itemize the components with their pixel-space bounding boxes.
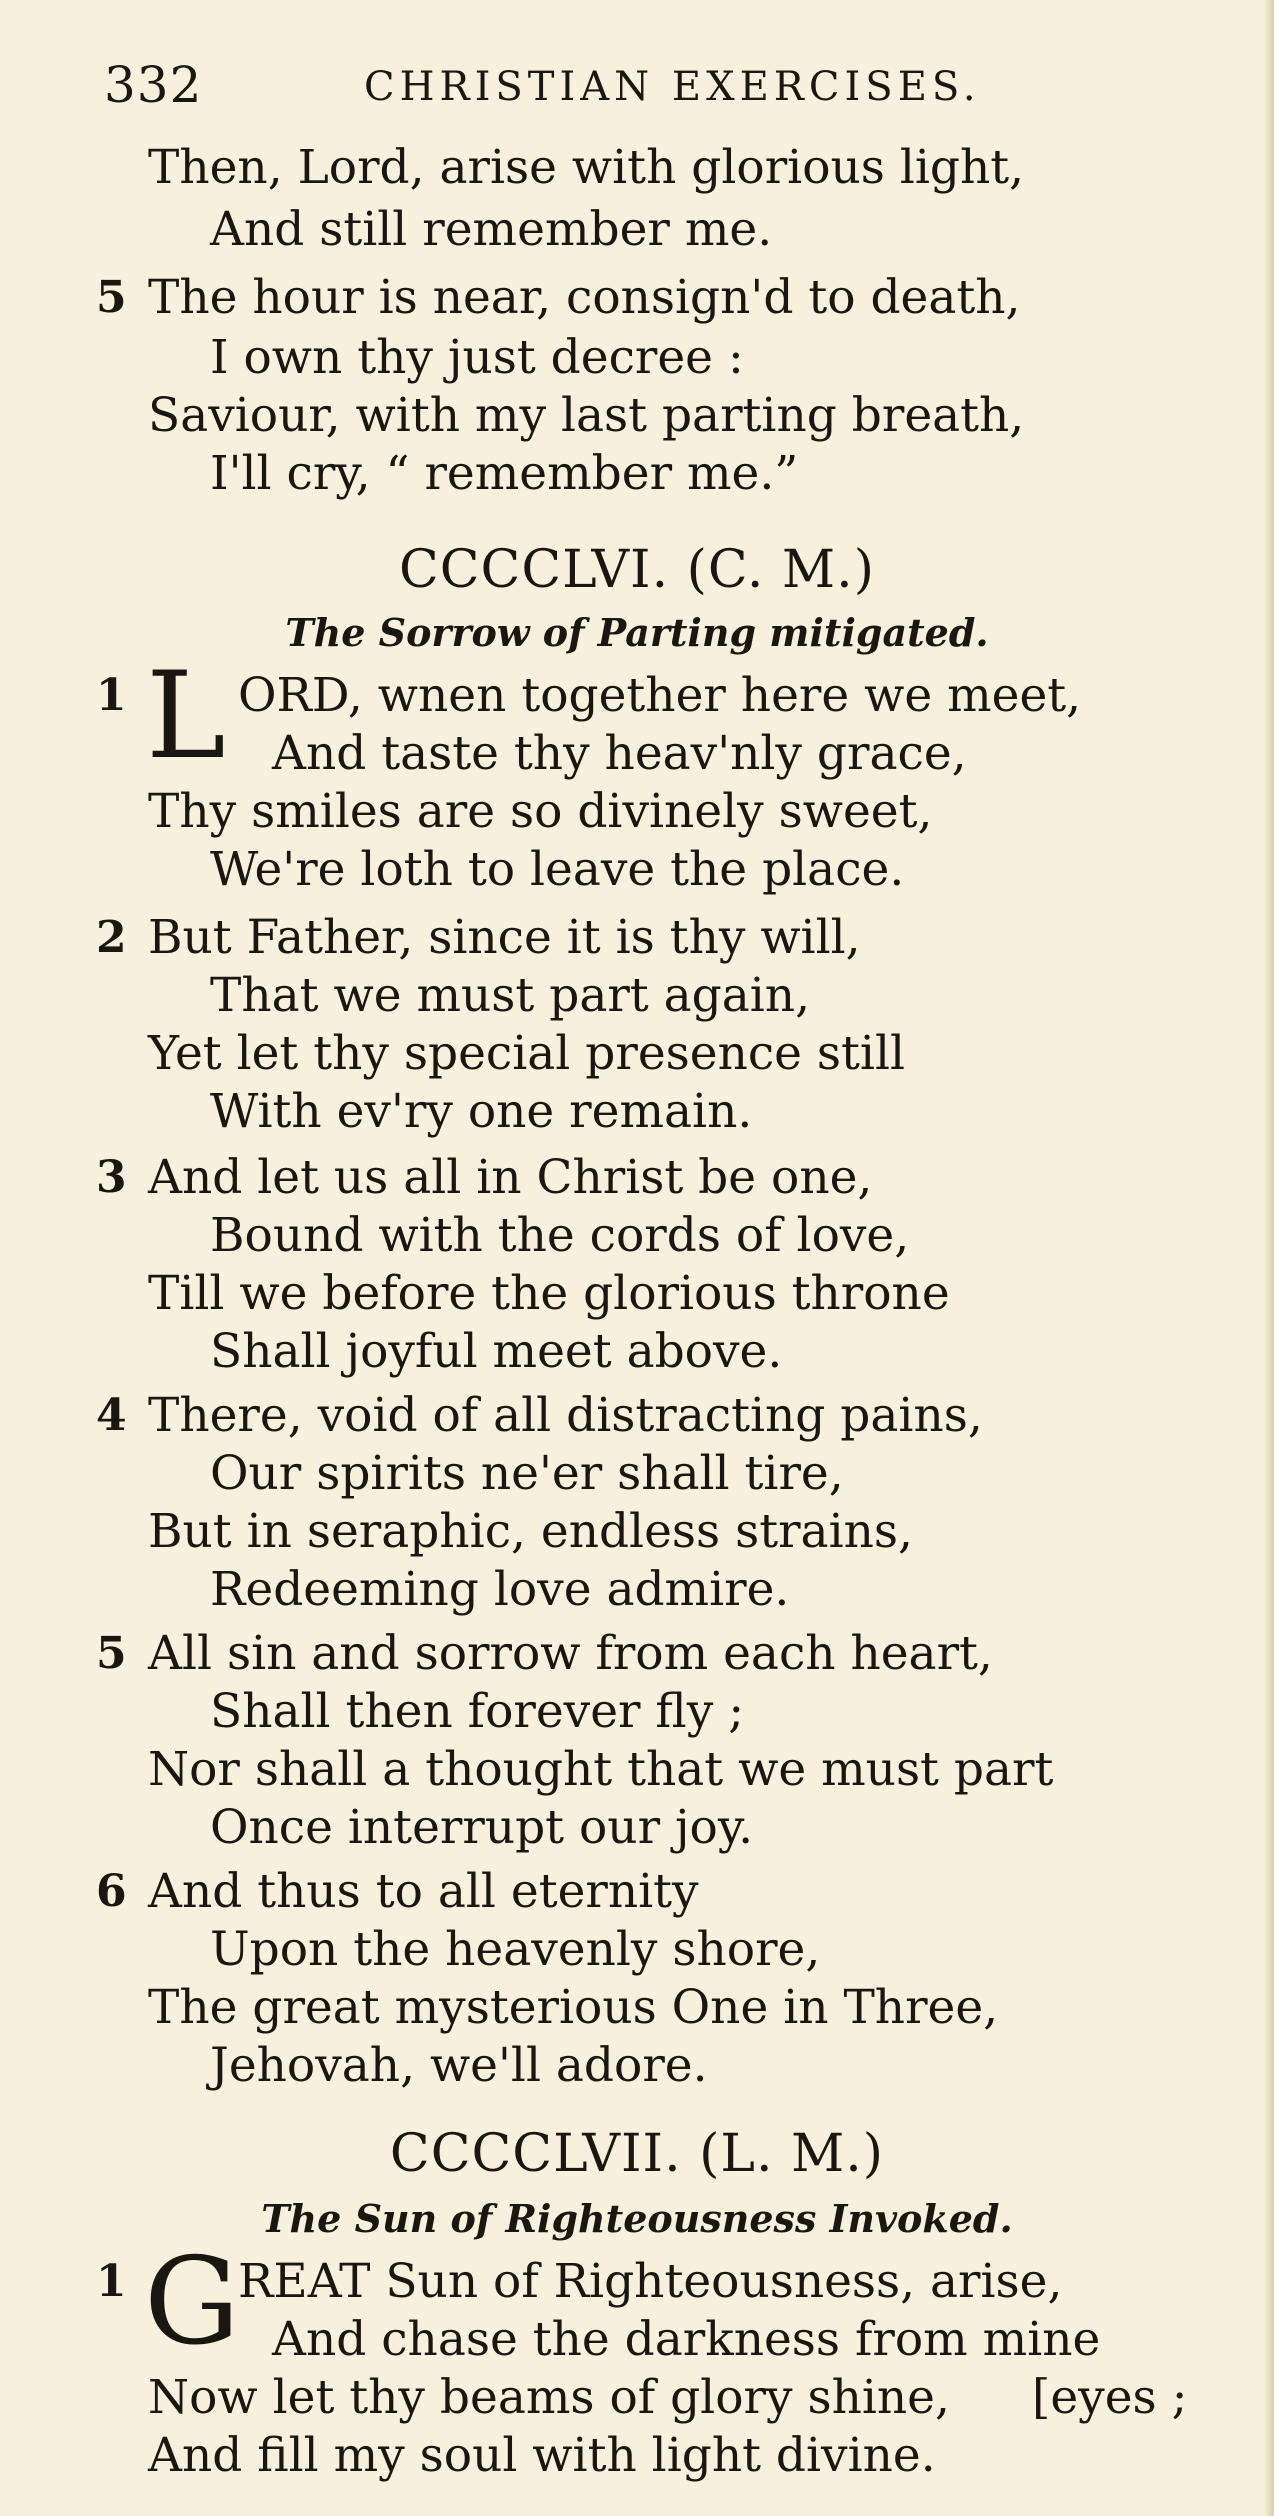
hymn-line: Now let thy beams of glory shine, — [148, 2370, 950, 2425]
hymn-line: With ev'ry one remain. — [210, 1084, 753, 1139]
hymn-line: But Father, since it is thy will, — [148, 910, 861, 965]
drop-cap: L — [146, 647, 226, 786]
hymn-line: I'll cry, “ remember me.” — [210, 446, 799, 501]
verse-number: 6 — [96, 1866, 127, 1917]
hymn-line: And let us all in Christ be one, — [148, 1150, 873, 1205]
hymn-line: Shall then forever fly ; — [210, 1684, 745, 1739]
hymn-line: There, void of all distracting pains, — [148, 1388, 983, 1443]
hymn-line: But in seraphic, endless strains, — [148, 1504, 913, 1559]
verse-number: 5 — [96, 1628, 127, 1679]
hymn-line: The hour is near, consign'd to death, — [148, 270, 1021, 325]
hymn-line: That we must part again, — [210, 968, 811, 1023]
verse-number: 2 — [96, 912, 127, 963]
running-title: CHRISTIAN EXERCISES. — [364, 64, 981, 110]
page-number: 332 — [104, 56, 203, 114]
drop-cap: G — [144, 2233, 240, 2372]
hymn-line: REAT Sun of Righteousness, arise, — [238, 2254, 1063, 2309]
hymn-line: And chase the darkness from mine — [272, 2312, 1101, 2367]
hymn-line: Saviour, with my last parting breath, — [148, 388, 1025, 443]
hymn-title: CCCCLVII. (L. M.) — [389, 2124, 885, 2184]
hymn-line: Till we before the glorious throne — [148, 1266, 950, 1321]
hymn-line: And fill my soul with light divine. — [148, 2428, 936, 2483]
hymn-line: Bound with the cords of love, — [210, 1208, 910, 1263]
verse-number: 1 — [96, 670, 127, 721]
hymn-line: ORD, wnen together here we meet, — [238, 668, 1082, 723]
hymn-line: Shall joyful meet above. — [210, 1324, 783, 1379]
hymn-line: I own thy just decree : — [210, 330, 744, 385]
verse-number: 3 — [96, 1152, 127, 1203]
hymn-line: And still remember me. — [210, 202, 773, 257]
hymn-subtitle: The Sorrow of Parting mitigated. — [285, 610, 989, 655]
carryover-word: [eyes ; — [1032, 2370, 1188, 2425]
hymn-title: CCCCLVI. (C. M.) — [398, 540, 875, 600]
hymn-line: Jehovah, we'll adore. — [210, 2038, 708, 2093]
hymn-line: Redeeming love admire. — [210, 1562, 790, 1617]
hymn-line: And thus to all eternity — [148, 1864, 699, 1919]
verse-number: 1 — [96, 2256, 127, 2307]
hymn-line: Upon the heavenly shore, — [210, 1922, 821, 1977]
hymn-line: Once interrupt our joy. — [210, 1800, 754, 1855]
hymn-line: Yet let thy special presence still — [148, 1026, 906, 1081]
verse-number: 5 — [96, 272, 127, 323]
hymn-line: We're loth to leave the place. — [210, 842, 905, 897]
hymn-subtitle: The Sun of Righteousness Invoked. — [261, 2196, 1013, 2241]
hymn-line: Then, Lord, arise with glorious light, — [148, 140, 1025, 195]
hymn-line: And taste thy heav'nly grace, — [272, 726, 967, 781]
page-header — [104, 56, 1204, 126]
hymn-line: The great mysterious One in Three, — [148, 1980, 999, 2035]
hymn-line: All sin and sorrow from each heart, — [148, 1626, 993, 1681]
hymn-line: Thy smiles are so divinely sweet, — [148, 784, 933, 839]
verse-number: 4 — [96, 1390, 127, 1441]
hymn-line: Nor shall a thought that we must part — [148, 1742, 1054, 1797]
hymn-line: Our spirits ne'er shall tire, — [210, 1446, 844, 1501]
